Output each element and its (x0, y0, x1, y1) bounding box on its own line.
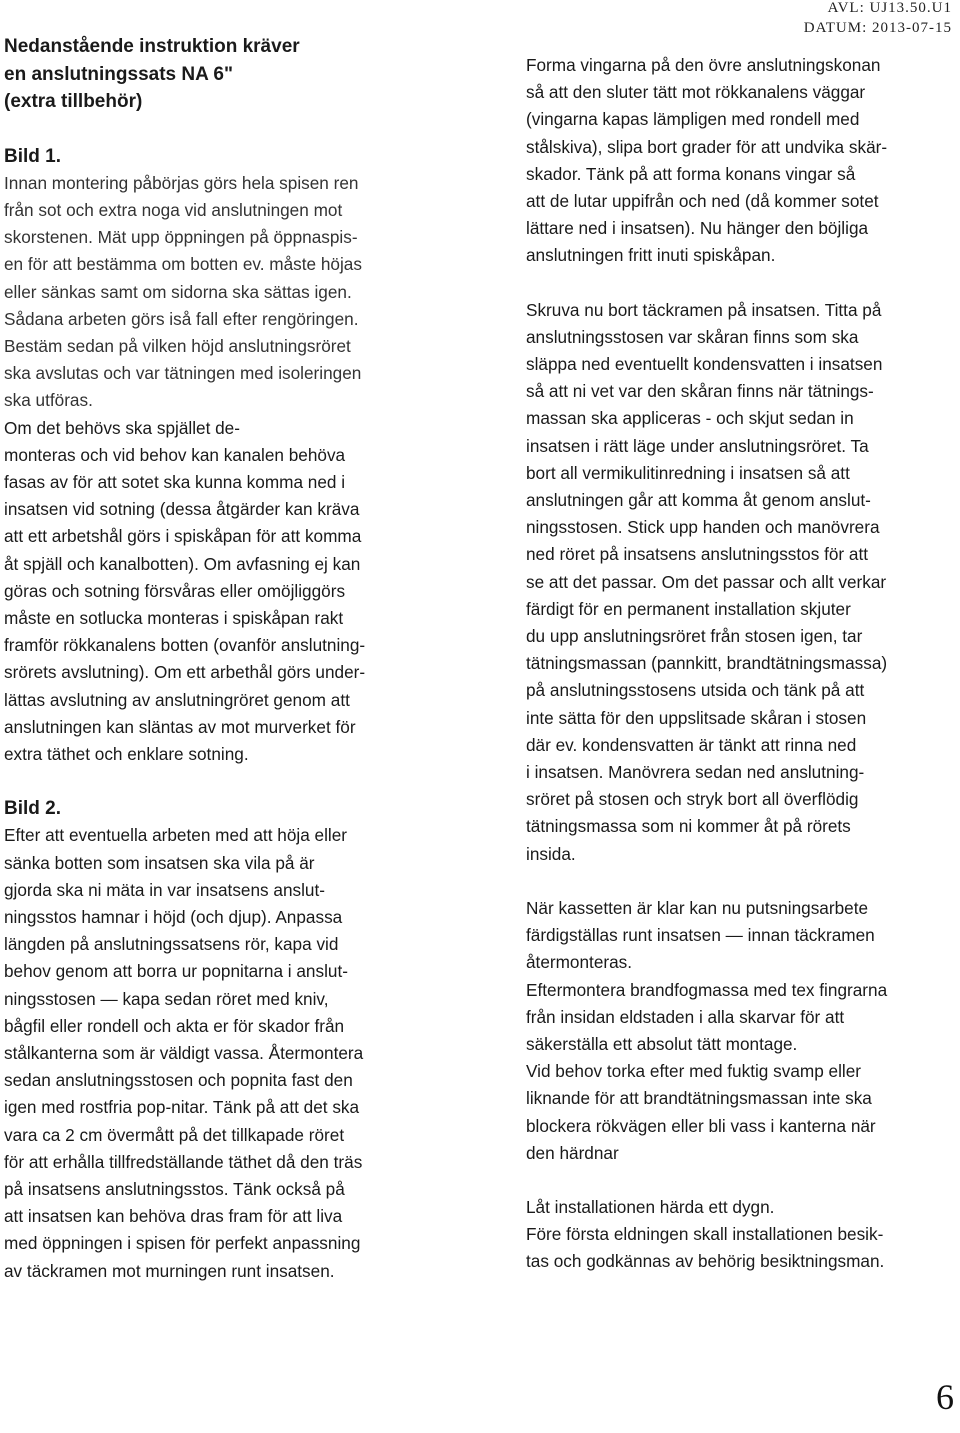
text-line: åt spjäll och kanalbotten). Om avfasning ej kan (4, 553, 361, 574)
text-line: extra täthet och enklare sotning. (4, 743, 249, 764)
text-line: släppa ned eventuellt kondensvatten i insatsen (526, 354, 883, 375)
text-line: från sot och extra noga vid anslutningen mot (4, 199, 343, 220)
text-line: vara ca 2 cm övermått på det tillkapade röret (4, 1124, 345, 1145)
title-line: (extra tillbehör) (4, 91, 143, 112)
text-line: Eftermontera brandfogmassa med tex fingrarna (526, 979, 888, 1000)
text-line: av täckramen mot murningen runt insatsen. (4, 1260, 335, 1281)
text-line: anslutningsstosen var skåran finns som ska (526, 326, 859, 347)
text-line: en för att bestämma om botten ev. måste höjas (4, 254, 362, 275)
text-line: tätningsmassa som ni kommer åt på rörets (526, 816, 851, 837)
forming-paragraph (526, 52, 936, 270)
text-line: lättas avslutning av anslutningröret genom att (4, 689, 350, 710)
text-line: insatsen i rätt läge under anslutningsröret. Ta (526, 435, 869, 456)
bild1-heading: Bild 1. (4, 145, 62, 167)
text-line: du upp anslutningsröret från stosen igen, tar (526, 626, 863, 647)
text-line: den härdnar (526, 1142, 619, 1163)
text-line: så att den sluter tätt mot rökkanalens väggar (526, 82, 866, 103)
text-line: ningsstos hamnar i höjd (och djup). Anpassa (4, 906, 343, 927)
document-date: DATUM: 2013-07-15 (803, 20, 952, 36)
text-line: tas och godkännas av behörig besiktningsman. (526, 1251, 885, 1272)
title-line: en anslutningssats NA 6" (4, 63, 233, 85)
text-line: skorstenen. Mät upp öppningen på öppnaspis- (4, 227, 358, 248)
text-line: på anslutningsstosens utsida och tänk på att (526, 680, 865, 701)
title-line: Nedanstående instruktion kräver (4, 36, 300, 57)
text-line: Om det behövs ska spjället de- (4, 417, 240, 438)
text-line: i insatsen. Manövrera sedan ned anslutning- (526, 762, 865, 783)
text-line: igen med rostfria pop-nitar. Tänk på att det ska (4, 1097, 360, 1118)
text-line: tätningsmassan (pannkitt, brandtätningsmassa) (526, 653, 888, 674)
bild2-heading: Bild 2. (4, 798, 62, 820)
text-line: sänka botten som insatsen ska vila på är (4, 852, 315, 873)
text-line: så att ni vet var den skåran finns när tätnings- (526, 381, 874, 402)
text-line: att ett arbetshål görs i spiskåpan för att komma (4, 526, 362, 547)
text-line: bort all vermikulitinredning i insatsen så att (526, 462, 850, 483)
text-line: monteras och vid behov kan kanalen behöva (4, 444, 346, 465)
text-line: Efter att eventuella arbeten med att höja eller (4, 825, 348, 846)
text-line: framför rökkanalens botten (ovanför anslutning- (4, 635, 366, 656)
text-line: skador. Tänk på att forma konans vingar så (526, 163, 856, 184)
mounting-paragraph (526, 297, 936, 868)
bild1-intro-paragraph (4, 170, 399, 415)
text-line: ningsstosen — kapa sedan röret med kniv, (4, 988, 329, 1009)
bild1-paragraph (4, 415, 399, 769)
text-line: med öppningen i spisen för perfekt anpassning (4, 1233, 361, 1254)
cleaning-paragraph (526, 1058, 936, 1167)
text-line: stålkanterna som är väldigt vassa. Återmontera (4, 1043, 364, 1063)
text-line: måste en sotlucka monteras i spiskåpan rakt (4, 607, 344, 628)
text-line: fasas av för att sotet ska kunna komma ned i (4, 471, 346, 492)
text-line: att de lutar uppifrån och ned (då kommer sotet (526, 191, 879, 212)
text-line: för att erhålla tillfredställande täthet då den träs (4, 1151, 363, 1172)
text-line: srörets avslutning). Om ett arbethål görs under- (4, 662, 366, 683)
text-line: inte sätta för den uppslitsade skåran i stosen (526, 707, 867, 728)
text-line: Bestäm sedan på vilken höjd anslutningsröret (4, 335, 351, 356)
text-line: se att det passar. Om det passar och allt verkar (526, 571, 887, 592)
text-line: gjorda ska ni mäta in var insatsens anslut- (4, 879, 325, 900)
text-line: Innan montering påbörjas görs hela spisen ren (4, 172, 359, 193)
text-line: Skruva nu bort täckramen på insatsen. Titta på (526, 299, 882, 320)
text-line: Sådana arbeten görs iså fall efter rengöringen. (4, 308, 359, 329)
text-line: från insidan eldstaden i alla skarvar för att (526, 1006, 845, 1027)
text-line: När kassetten är klar kan nu putsningsarbete (526, 897, 869, 918)
text-line: Vid behov torka efter med fuktig svamp eller (526, 1061, 862, 1082)
text-line: att insatsen kan behöva dras fram för att liva (4, 1206, 343, 1227)
sealing-paragraph (526, 977, 936, 1059)
text-line: ska utföras. (4, 390, 93, 411)
curing-paragraph (526, 1194, 936, 1276)
text-line: återmonteras. (526, 952, 633, 973)
text-line: Låt installationen härda ett dygn. (526, 1196, 775, 1217)
text-line: anslutningen fritt inuti spiskåpan. (526, 245, 776, 266)
left-column (4, 33, 399, 1285)
finishing-paragraph (526, 895, 936, 977)
document-title (4, 33, 399, 116)
text-line: bågfil eller rondell och akta er för skador från (4, 1015, 345, 1036)
text-line: ned röret på insatsens anslutningsstos för att (526, 544, 869, 565)
page-number: 6 (936, 1377, 954, 1417)
text-line: lättare ned i insatsen). Nu hänger den böjliga (526, 218, 869, 239)
text-line: längden på anslutningssatsens rör, kapa vid (4, 934, 339, 955)
text-line: göras och sotning försvåras eller omöjliggörs (4, 580, 346, 601)
text-line: sröret på stosen och stryk bort all överflödig (526, 789, 859, 810)
text-line: på insatsens anslutningsstos. Tänk också på (4, 1179, 345, 1200)
text-line: stålskiva), slipa bort grader för att undvika skär- (526, 136, 888, 157)
text-line: anslutningen kan släntas av mot murverket för (4, 716, 356, 737)
text-line: insida. (526, 843, 576, 864)
text-line: eller sänkas samt om sidorna ska sättas igen. (4, 281, 352, 302)
text-line: anslutningen går att komma åt genom anslut- (526, 490, 871, 511)
text-line: säkerställa ett absolut tätt montage. (526, 1033, 798, 1054)
text-line: där ev. kondensvatten är tänkt att rinna ned (526, 734, 857, 755)
text-line: (vingarna kapas lämpligen med rondell med (526, 109, 860, 130)
text-line: Forma vingarna på den övre anslutningskonan (526, 55, 881, 75)
text-line: behov genom att borra ur popnitarna i anslut- (4, 961, 348, 982)
document-code: AVL: UJ13.50.U1 (827, 0, 952, 16)
text-line: sedan anslutningsstosen och popnita fast den (4, 1070, 353, 1091)
text-line: liknande för att brandtätningsmassan inte ska (526, 1088, 872, 1109)
text-line: Före första eldningen skall installationen besik- (526, 1224, 884, 1245)
text-line: ska avslutas och var tätningen med isoleringen (4, 363, 362, 384)
bild2-paragraph (4, 822, 399, 1284)
right-column (526, 52, 936, 1276)
text-line: insatsen vid sotning (dessa åtgärder kan kräva (4, 499, 360, 520)
text-line: blockera rökvägen eller bli vass i kanterna när (526, 1115, 876, 1136)
text-line: färdigställas runt insatsen — innan täckramen (526, 925, 875, 946)
text-line: massan ska appliceras - och skjut sedan in (526, 408, 854, 429)
text-line: färdigt för en permanent installation skjuter (526, 598, 851, 619)
text-line: ningsstosen. Stick upp handen och manövrera (526, 517, 880, 538)
